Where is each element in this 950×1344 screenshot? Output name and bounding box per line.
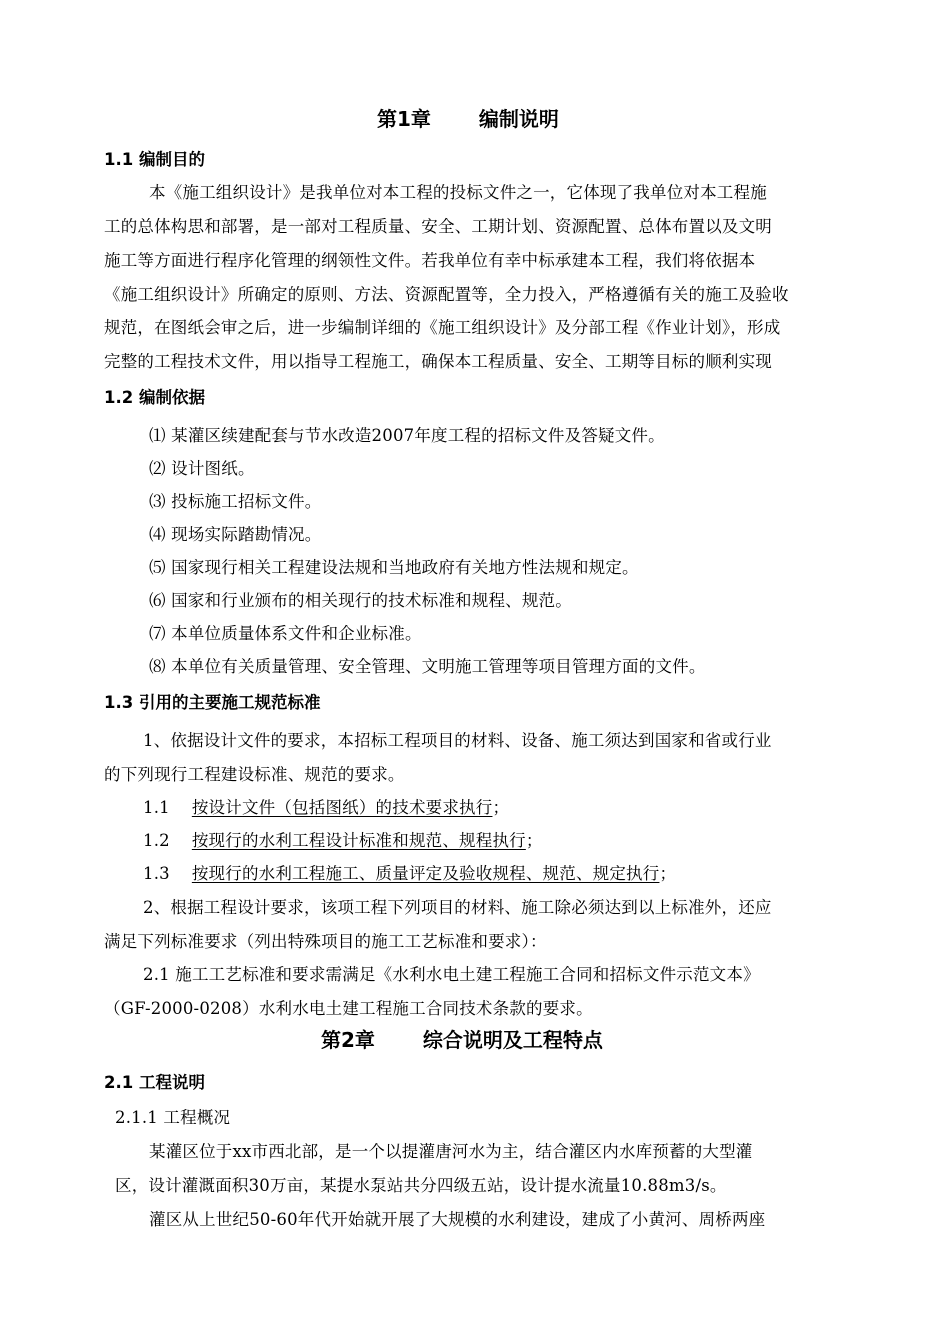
sub-item-number: 1.3	[143, 864, 170, 883]
list-item: ⑻ 本单位有关质量管理、安全管理、文明施工管理等项目管理方面的文件。	[149, 657, 706, 676]
subsection-heading: 2.1.1 工程概况	[115, 1108, 231, 1127]
sub-item-text: 按设计文件（包括图纸）的技术要求执行	[191, 798, 493, 817]
chapter-number: 第1章	[377, 107, 431, 131]
paragraph-line: 灌区从上世纪50-60年代开始就开展了大规模的水利建设，建成了小黄河、周桥两座	[149, 1210, 766, 1229]
paragraph-line: 某灌区位于xx市西北部，是一个以提灌唐河水为主，结合灌区内水库预蓄的大型灌	[149, 1142, 753, 1161]
paragraph-line: 本《施工组织设计》是我单位对本工程的投标文件之一，它体现了我单位对本工程施	[149, 183, 767, 202]
sub-item-text: 按现行的水利工程设计标准和规范、规程执行	[191, 831, 526, 850]
list-item: ⑹ 国家和行业颁布的相关现行的技术标准和规程、规范。	[149, 591, 572, 610]
chapter-title: 综合说明及工程特点	[422, 1028, 603, 1052]
paragraph-line: （GF-2000-0208）水利水电土建工程施工合同技术条款的要求。	[104, 999, 593, 1018]
section-heading-1-3: 1.3 引用的主要施工规范标准	[104, 693, 321, 712]
chapter-2-title	[321, 1027, 603, 1053]
list-item: ⑶ 投标施工招标文件。	[149, 492, 322, 511]
list-item: ⑸ 国家现行相关工程建设法规和当地政府有关地方性法规和规定。	[149, 558, 639, 577]
list-item: ⑵ 设计图纸。	[149, 459, 255, 478]
paragraph-line: 区，设计灌溉面积30万亩，某提水泵站共分四级五站，设计提水流量10.88m3/s。	[115, 1176, 727, 1195]
paragraph-line: 2、根据工程设计要求，该项工程下列项目的材料、施工除必须达到以上标准外，还应	[143, 898, 772, 917]
sub-item	[143, 830, 543, 852]
list-item: ⑷ 现场实际踏勘情况。	[149, 525, 322, 544]
paragraph-line: 规范，在图纸会审之后，进一步编制详细的《施工组织设计》及分部工程《作业计划》，形成	[104, 318, 781, 337]
paragraph-line: 满足下列标准要求（列出特殊项目的施工工艺标准和要求）：	[104, 932, 547, 951]
sub-item-text: 按现行的水利工程施工、质量评定及验收规程、规范、规定执行	[191, 864, 660, 883]
sub-item	[143, 863, 676, 885]
section-heading-1-2: 1.2 编制依据	[104, 388, 205, 407]
sub-item	[143, 797, 509, 819]
chapter-number: 第2章	[321, 1028, 375, 1052]
paragraph-line: 2.1 施工工艺标准和要求需满足《水利水电土建工程施工合同和招标文件示范文本》	[143, 965, 760, 984]
chapter-title: 编制说明	[478, 107, 559, 131]
sub-item-tail: ；	[492, 798, 510, 817]
sub-item-number: 1.1	[143, 798, 170, 817]
paragraph-line: 的下列现行工程建设标准、规范的要求。	[104, 765, 405, 784]
list-item: ⑺ 本单位质量体系文件和企业标准。	[149, 624, 422, 643]
paragraph-line: 工的总体构思和部署，是一部对工程质量、安全、工期计划、资源配置、总体布置以及文明	[104, 217, 772, 236]
paragraph-line: 完整的工程技术文件，用以指导工程施工，确保本工程质量、安全、工期等目标的顺利实现	[104, 352, 772, 371]
paragraph-line: 1、依据设计文件的要求，本招标工程项目的材料、设备、施工须达到国家和省或行业	[143, 731, 772, 750]
paragraph-line: 施工等方面进行程序化管理的纲领性文件。若我单位有幸中标承建本工程，我们将依据本	[104, 251, 756, 270]
sub-item-tail: ；	[525, 831, 543, 850]
list-item: ⑴ 某灌区续建配套与节水改造2007年度工程的招标文件及答疑文件。	[149, 426, 665, 445]
sub-item-number: 1.2	[143, 831, 170, 850]
section-heading-2-1: 2.1 工程说明	[104, 1073, 205, 1092]
chapter-1-title	[377, 106, 559, 132]
sub-item-tail: ；	[659, 864, 677, 883]
paragraph-line: 《施工组织设计》所确定的原则、方法、资源配置等，全力投入，严格遵循有关的施工及验收	[104, 285, 789, 304]
section-heading-1-1: 1.1 编制目的	[104, 150, 205, 169]
